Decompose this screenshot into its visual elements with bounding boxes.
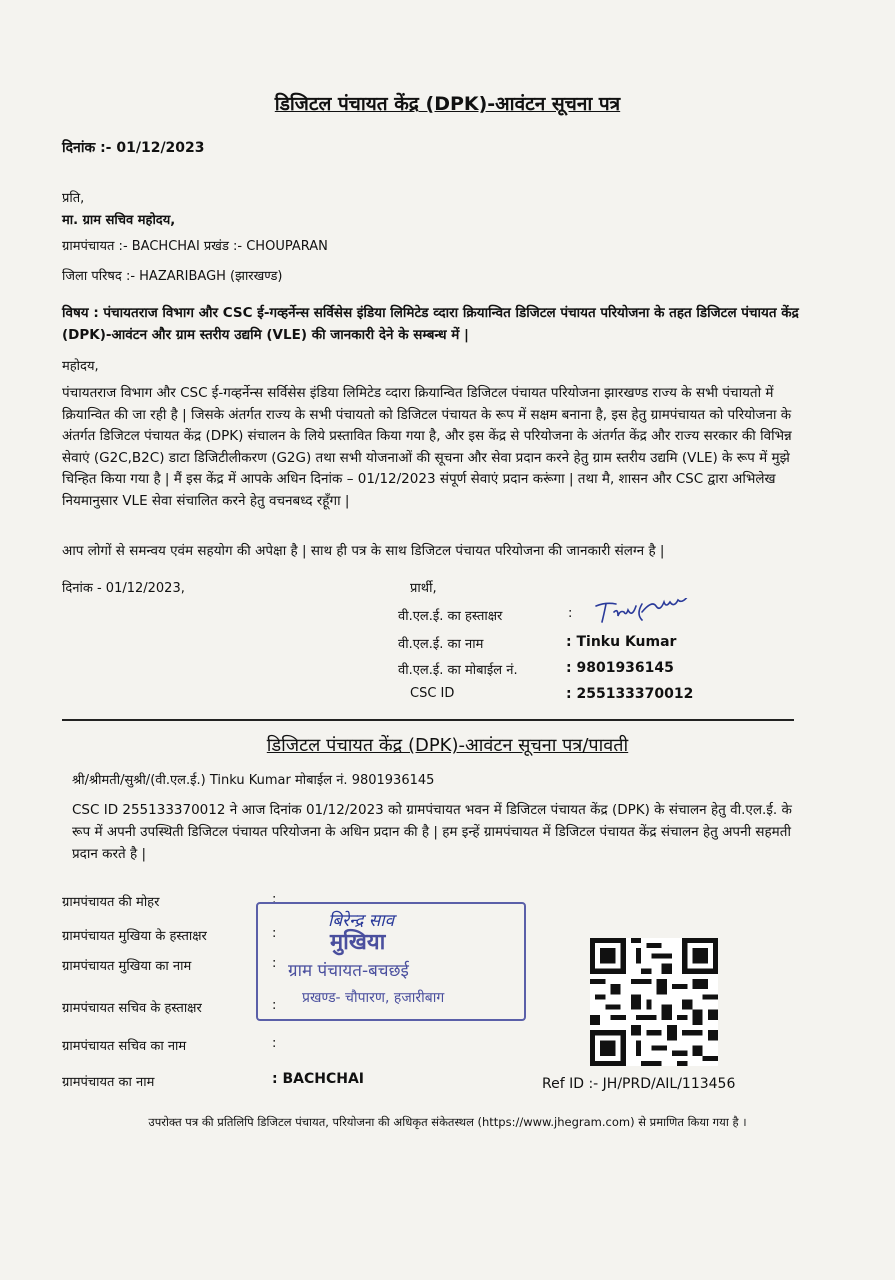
field-label-seal: ग्रामपंचायत की मोहर — [62, 895, 160, 910]
section-divider — [62, 719, 794, 721]
gram-panchayat-line: ग्रामपंचायत :- BACHCHAI प्रखंड :- CHOUPARAN — [62, 239, 328, 254]
mukhiya-seal-stamp — [256, 902, 526, 1021]
vle-mobile-value: : 9801936145 — [566, 660, 674, 676]
applicant-label: प्रार्थी, — [410, 581, 437, 596]
field-value-seal: : — [272, 892, 277, 907]
qr-code — [590, 938, 718, 1066]
field-label-sachiv-sign: ग्रामपंचायत सचिव के हस्ताक्षर — [62, 1001, 202, 1016]
field-value-sachiv-sign: : — [272, 998, 277, 1013]
vle-sign-label: वी.एल.ई. का हस्ताक्षर — [398, 609, 503, 624]
field-value-mukhiya-sign: : — [272, 926, 277, 941]
date-line: दिनांक :- 01/12/2023 — [62, 140, 205, 156]
field-label-panchayat-name: ग्रामपंचायत का नाम — [62, 1075, 155, 1090]
vle-signature — [594, 598, 694, 630]
field-value-panchayat-name: : BACHCHAI — [272, 1071, 365, 1087]
field-label-mukhiya-sign: ग्रामपंचायत मुखिया के हस्ताक्षर — [62, 929, 207, 944]
receipt-vle-line: श्री/श्रीमती/सुश्री/(वी.एल.ई.) Tinku Kumar मोबाईल नं. 9801936145 — [72, 773, 435, 788]
seal-panchayat: ग्राम पंचायत-बचछई — [288, 961, 409, 981]
salutation: महोदय, — [62, 359, 99, 374]
receipt-title: डिजिटल पंचायत केंद्र (DPK)-आवंटन सूचना पत्र/पावती — [266, 735, 629, 756]
date-line-2: दिनांक - 01/12/2023, — [62, 581, 185, 596]
vle-name-value: : Tinku Kumar — [566, 634, 677, 650]
receipt-body: CSC ID 255133370012 ने आज दिनांक 01/12/2023 को ग्रामपंचायत भवन में डिजिटल पंचायत केंद्र (DPK) के संचालन हेतु वी.एल.ई. के रूप में अपनी उपस्थिती डिजिटल पंचायत परियोजना के अधिन प्रदान की है | हम इन्हें ग्रामपंचायत में डिजिटल पंचायत केंद्र संचालन हेतु अपनी सहमती प्रदान करते है | — [72, 802, 792, 862]
mukhiya-signature: बिरेन्द्र साव — [328, 911, 395, 931]
seal-block: प्रखण्ड- चौपारण, हजारीबाग — [302, 990, 445, 1006]
subject-text: विषय : पंचायतराज विभाग और CSC ई-गव्हर्नेन्स सर्विसेस इंडिया लिमिटेड व्दारा क्रियान्वित डिजिटल पंचायत परियोजना के तहत डिजिटल पंचायत केंद्र (DPK)-आवंटन और ग्राम स्तरीय उद्यमि (VLE) की जानकारी देने के सम्बन्ध में | — [62, 305, 799, 343]
zila-parishad-line: जिला परिषद :- HAZARIBAGH (झारखण्ड) — [62, 269, 283, 284]
letter-body: पंचायतराज विभाग और CSC ई-गव्हर्नेन्स सर्विसेस इंडिया लिमिटेड व्दारा क्रियान्वित डिजिटल पंचायत परियोजना झारखण्ड राज्य के सभी पंचायतो में क्रियान्वित की जा रही है | जिसके अंतर्गत राज्य के सभी पंचायतो को डिजिटल पंचायत के रूप में सक्षम बनाना है, इस हेतु ग्रामपंचायत को परियोजना के अंतर्गत डिजिटल पंचायत केंद्र (DPK) संचालन के लिये प्रस्तावित किया गया है, और इस केंद्र से परियोजना के अंतर्गत केंद्र और राज्य सरकार की विभिन्न सेवाएं (G2C,B2C) डाटा डिजिटीलीकरण (G2G) तथा सभी योजनाओं की सूचना और सेवा प्रदान करने हेतु ग्राम स्तरीय उद्यमि (VLE) के रूप में मुझे चिन्हित किया गया है | मैं इस केंद्र में आपके अधिन दिनांक – 01/12/2023 संपूर्ण सेवाएं प्रदान करूंगा | तथा मै, शासन और CSC द्वारा अभिलेख नियमानुसार VLE सेवा संचालित करने हेतु वचनबध्द रहूँगा | — [62, 385, 792, 509]
page-title: डिजिटल पंचायत केंद्र (DPK)-आवंटन सूचना पत्र — [274, 93, 621, 115]
letter-body-closing: आप लोगों से समन्वय एवंम सहयोग की अपेक्षा है | साथ ही पत्र के साथ डिजिटल पंचायत परियोजना की जानकारी संलग्न है | — [62, 543, 665, 559]
csc-id-label: CSC ID — [410, 686, 455, 701]
field-label-mukhiya-name: ग्रामपंचायत मुखिया का नाम — [62, 959, 192, 974]
to-label: प्रति, — [62, 191, 85, 206]
vle-name-label: वी.एल.ई. का नाम — [398, 637, 484, 652]
addressee: मा. ग्राम सचिव महोदय, — [62, 213, 176, 228]
csc-id-value: : 255133370012 — [566, 686, 694, 702]
field-label-sachiv-name: ग्रामपंचायत सचिव का नाम — [62, 1039, 187, 1054]
field-value-sachiv-name: : — [272, 1036, 277, 1051]
field-value-mukhiya-name: : — [272, 956, 277, 971]
ref-id: Ref ID :- JH/PRD/AIL/113456 — [542, 1076, 736, 1092]
vle-sign-colon: : — [568, 606, 573, 621]
footer-note: उपरोक्त पत्र की प्रतिलिपि डिजिटल पंचायत, परियोजना की अधिकृत संकेतस्थल (https://www.jhegram.com) से प्रमाणित किया गया है । — [148, 1115, 747, 1129]
vle-mobile-label: वी.एल.ई. का मोबाईल नं. — [398, 663, 518, 678]
seal-title: मुखिया — [330, 930, 386, 955]
